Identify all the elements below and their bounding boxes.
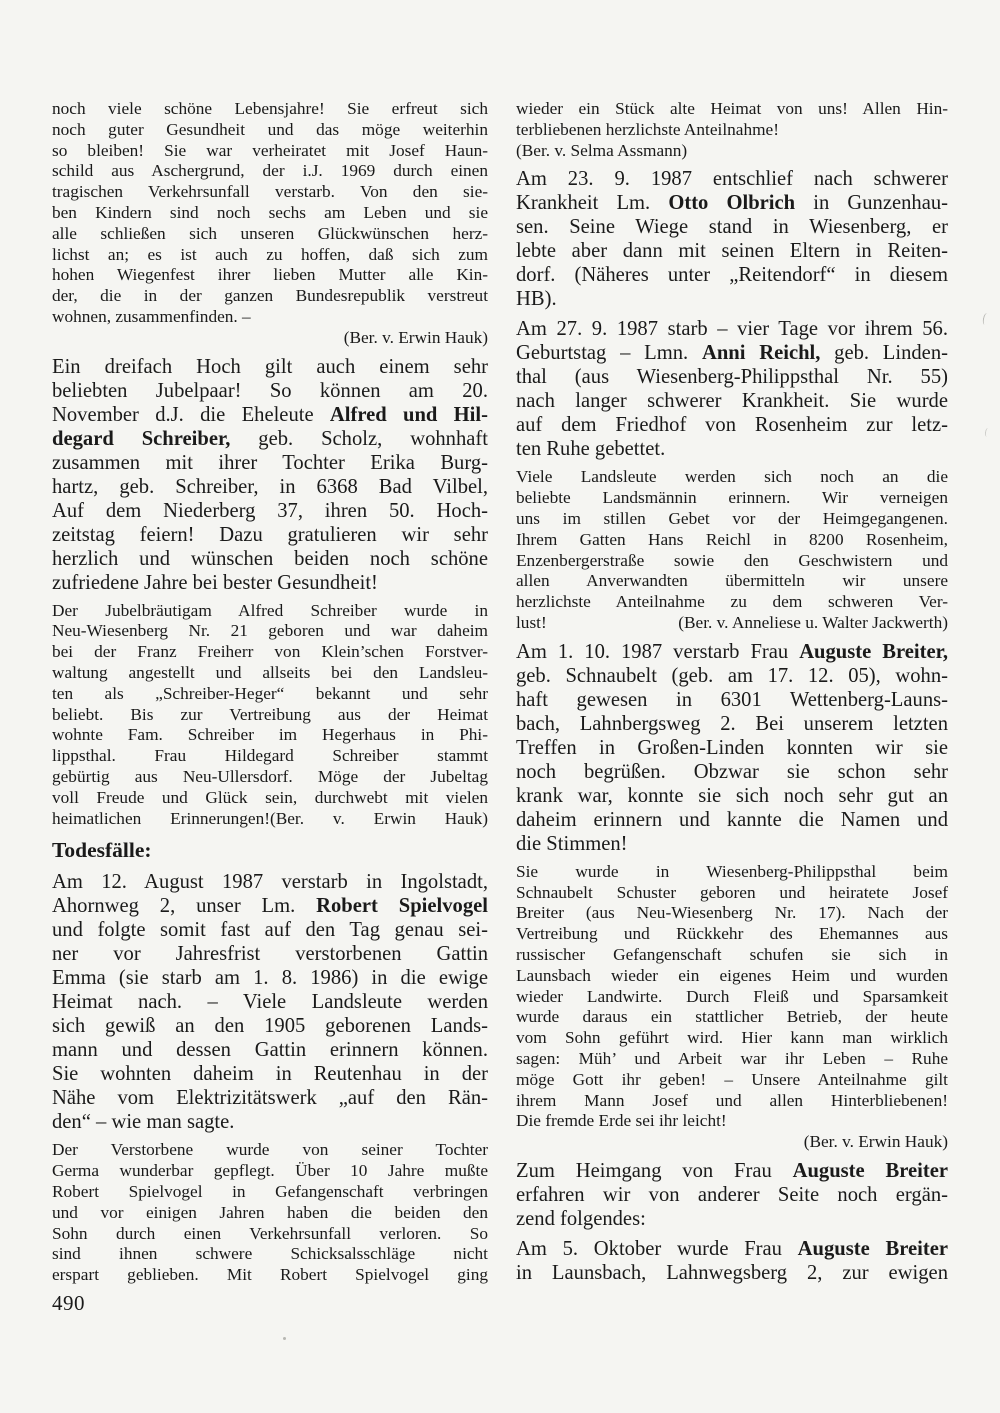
byline: [516, 141, 948, 162]
text-line: [516, 287, 948, 311]
text-line: Ihrem Gatten Hans Reichl in 8200 Rosenheim,: [516, 529, 948, 549]
text-line: hohen Wiegenfest ihrer lieben Mutter alle Kin-: [52, 265, 488, 285]
text-line: haft gewesen in 6301 Wettenberg-Launs-: [516, 688, 948, 711]
paragraph: [516, 467, 948, 633]
text-line: ben Kindern sind noch sechs am Leben und sie: [52, 202, 488, 222]
text-line: daheim erinnern und kannte die Namen und: [516, 808, 948, 831]
text-line: vom Sohn geführt wird. Hier kann man wirklich: [516, 1028, 948, 1048]
text-line: sen. Seine Wiege stand in Wiesenberg, er: [516, 216, 948, 239]
text-run: Krankheit Lm.: [516, 192, 669, 215]
text-line: [516, 437, 948, 461]
text-line: mann und dessen Gattin erinnern können.: [52, 1039, 488, 1062]
text-line: [516, 1159, 948, 1183]
text-line: Breiter (aus Neu-Wiesenberg Nr. 17). Nach der: [516, 903, 948, 923]
paragraph: [516, 317, 948, 461]
text-line: in Launsbach, Lahnwegsberg 2, zur ewigen: [516, 1261, 948, 1284]
text-line: Nähe vom Elektrizitätswerk „auf den Rän-: [52, 1087, 488, 1110]
text-line: nach langer schwerer Krankheit. Sie wurde: [516, 390, 948, 413]
text-run: zend folgendes:: [516, 1207, 646, 1230]
text-line: [516, 341, 948, 365]
text-line: [516, 832, 948, 856]
text-run: geb. Linden-: [820, 342, 948, 365]
text-run: terbliebenen herzlichste Anteilnahme!: [516, 119, 779, 139]
text-run: HB).: [516, 288, 557, 311]
text-line: ten als „Schreiber-Heger“ bekannt und sehr: [52, 683, 488, 703]
text-run: den“ – wie man sagte.: [52, 1111, 235, 1134]
text-line: herzlichste Anteilnahme zu dem schweren Ver-: [516, 592, 948, 612]
text-line: krank war, konnte sie sich noch sehr gut an: [516, 784, 948, 807]
text-line: Der Jubelbräutigam Alfred Schreiber wurde in: [52, 600, 488, 620]
text-line: voll Freude und Glück sein, durchwebt mit vielen: [52, 787, 488, 807]
text-line: [516, 120, 948, 141]
person-name-bold: Otto Olbrich: [668, 192, 796, 215]
text-line: schild aus Aschergrund, der i.J. 1969 durch einen: [52, 161, 488, 181]
text-line: lippsthal. Frau Hildegard Schreiber stammt: [52, 746, 488, 766]
person-name-bold: Robert Spielvogel: [316, 895, 488, 918]
scan-artifact: [982, 313, 990, 326]
text-line: und folgte somit fast auf den Tag genau sei-: [52, 919, 488, 942]
text-line: Heimat nach. – Viele Landsleute werden: [52, 991, 488, 1014]
text-line: Robert Spielvogel in Gefangenschaft verbringen: [52, 1181, 488, 1201]
paragraph: [52, 99, 488, 349]
paragraph: [516, 862, 948, 1153]
text-run: geb. Scholz, wohnhaft: [230, 427, 488, 450]
text-line: Emma (sie starb am 1. 8. 1986) in die ewige: [52, 967, 488, 990]
text-line: Der Verstorbene wurde von seiner Tochter: [52, 1140, 488, 1160]
text-line: beliebte Landsmännin erinnern. Wir verneigen: [516, 488, 948, 508]
text-line: [52, 307, 488, 328]
right-column: [516, 99, 948, 1292]
text-run: Die fremde Erde sei ihr leicht!: [516, 1111, 727, 1131]
person-name-bold: Anni Reichl,: [701, 342, 821, 365]
text-line: thal (aus Wiesenberg-Philippsthal Nr. 55): [516, 366, 948, 389]
text-run: Am 5. Oktober wurde Frau: [516, 1237, 798, 1260]
text-line: sagen: Müh’ und Arbeit war ihr Leben – Ruhe: [516, 1048, 948, 1068]
text-line: Sohn durch einen Verkehrsunfall verloren. So: [52, 1223, 488, 1243]
text-line: wohnte Fam. Schreiber im Hegerhaus in Phi-: [52, 725, 488, 745]
text-run: Ahornweg 2, unser Lm.: [52, 895, 317, 918]
paragraph: [52, 870, 488, 1134]
text-line: zusammen mit ihrer Tochter Erika Burg-: [52, 451, 488, 474]
text-line: und vor einigen Jahren haben die beiden den: [52, 1202, 488, 1222]
text-line: bach, Lahnbergsweg 2. Bei unserem letzten: [516, 712, 948, 735]
text-line: [52, 403, 488, 427]
text-line: [52, 1110, 488, 1134]
text-run: zufriedene Jahre bei bester Gesundheit!: [52, 571, 378, 594]
text-line: Am 27. 9. 1987 starb – vier Tage vor ihrem 56.: [516, 318, 948, 341]
text-line: Ein dreifach Hoch gilt auch einem sehr: [52, 355, 488, 378]
text-run: Am 1. 10. 1987 verstarb Frau: [516, 640, 800, 663]
text-line: [52, 894, 488, 918]
text-line: ner vor Jahresfrist verstorbenen Gattin: [52, 943, 488, 966]
paragraph: [516, 640, 948, 856]
text-line: Germa wunderbar gepflegt. Über 10 Jahre mußte: [52, 1161, 488, 1181]
text-run: wohnen, zusammenfinden. –: [52, 306, 251, 326]
text-line: Neu-Wiesenberg Nr. 21 geboren und war daheim: [52, 621, 488, 641]
text-line: wieder ein Stück alte Heimat von uns! Allen Hin-: [516, 99, 948, 118]
byline: [52, 328, 488, 349]
text-run: Geburtstag – Lmn.: [516, 342, 702, 365]
text-line: Sie wohnten daheim in Reutenhau in der: [52, 1063, 488, 1086]
text-run: November d.J. die Eheleute: [52, 403, 330, 426]
text-line: [516, 191, 948, 215]
text-line: lebte aber dann mit seinen Eltern in Reiten-: [516, 240, 948, 263]
byline: [678, 613, 948, 634]
text-line: [516, 1237, 948, 1261]
text-line: waltung angestellt und allseits bei den Landsleu-: [52, 662, 488, 682]
text-line: auf dem Friedhof von Rosenheim zur letz-: [516, 414, 948, 437]
text-line: gebürtig aus Neu-Ullersdorf. Möge der Jubeltag: [52, 766, 488, 786]
person-name-bold: Auguste Breiter,: [799, 640, 949, 663]
paragraph: [516, 1159, 948, 1231]
text-line: sich gewiß an den 1905 geborenen Lands-: [52, 1015, 488, 1038]
scan-artifact: [984, 428, 990, 438]
page-number: 490: [52, 1291, 85, 1315]
section-heading-todesfaelle: Todesfälle:: [52, 838, 152, 863]
paragraph: [52, 1140, 488, 1286]
byline: [516, 1132, 948, 1153]
text-line: erspart geblieben. Mit Robert Spielvogel ging: [52, 1265, 488, 1285]
person-name-bold: degard Schreiber,: [52, 427, 231, 450]
text-line: [516, 1207, 948, 1231]
text-line: [516, 1111, 948, 1132]
paragraph: [516, 1237, 948, 1285]
text-line: Vertreibung und Rückkehr des Ehemannes aus: [516, 924, 948, 944]
text-line: dorf. (Näheres unter „Reitendorf“ in diesem: [516, 264, 948, 287]
text-line: Enzenbergerstraße sowie den Geschwistern und: [516, 550, 948, 570]
text-line: heimatlichen Erinnerungen!(Ber. v. Erwin Hauk): [52, 808, 488, 828]
text-line: so bleiben! Sie war verheiratet mit Josef Haun-: [52, 140, 488, 160]
text-line: alle schließen sich unseren Glückwünschen herz-: [52, 223, 488, 243]
text-line: tragischen Verkehrsunfall verstarb. Von den sie-: [52, 182, 488, 202]
text-line: Schnaubelt Schuster geboren und heiratete Josef: [516, 882, 948, 902]
text-run: (Ber. v. Erwin Hauk): [343, 327, 488, 347]
text-run: in Gunzenhau-: [795, 192, 949, 215]
byline-line: [516, 613, 948, 634]
text-run: (Ber. v. Selma Assmann): [516, 140, 688, 160]
text-run: (Ber. v. Erwin Hauk): [803, 1132, 948, 1152]
text-line: sind ihnen schwere Schicksalsschläge nicht: [52, 1244, 488, 1264]
text-line: Sie wurde in Wiesenberg-Philippsthal beim: [516, 861, 948, 881]
text-line: Am 23. 9. 1987 entschlief nach schwerer: [516, 168, 948, 191]
text-line: wurde daraus ein stattlicher Betrieb, der heute: [516, 1007, 948, 1027]
text-run: Zum Heimgang von Frau: [516, 1159, 793, 1182]
text-line: noch guter Gesundheit und das möge weiterhin: [52, 119, 488, 139]
text-line: möge Gott ihr geben! – Unsere Anteilnahme gilt: [516, 1069, 948, 1089]
paragraph: [52, 355, 488, 595]
text-line: geb. Schnaubelt (geb. am 17. 12. 05), wohn-: [516, 664, 948, 687]
text-line: uns im stillen Gebet vor der Heimgegangenen.: [516, 508, 948, 528]
text-line: noch begrüßen. Obzwar sie schon sehr: [516, 760, 948, 783]
text-line: lichst an; es ist auch zu hoffen, daß sich zum: [52, 244, 488, 264]
text-line: ihrem Mann Josef und allen Hinterbliebenen!: [516, 1090, 948, 1110]
text-line: [52, 427, 488, 451]
text-columns: [52, 99, 948, 1292]
text-line: beliebten Jubelpaar! So können am 20.: [52, 379, 488, 402]
text-line: zeitstag feiern! Dazu gratulieren wir sehr: [52, 523, 488, 546]
text-line: allen Anverwandten übermitteln wir unsere: [516, 571, 948, 591]
text-run: ten Ruhe gebettet.: [516, 438, 666, 461]
person-name-bold: Auguste Breiter: [792, 1159, 948, 1182]
text-line: [52, 571, 488, 595]
person-name-bold: Alfred und Hil-: [329, 403, 488, 426]
scan-artifact: [283, 1337, 286, 1340]
text-run: lust!: [516, 612, 547, 632]
text-line: bei der Franz Freiherr von Klein’schen Forstver-: [52, 642, 488, 662]
text-line: Auf dem Niederberg 37, ihren 50. Hoch-: [52, 499, 488, 522]
text-line: Am 12. August 1987 verstarb in Ingolstadt,: [52, 871, 488, 894]
text-line: der, die in der ganzen Bundesrepublik verstreut: [52, 286, 488, 306]
text-line: Viele Landsleute werden sich noch an die: [516, 467, 948, 487]
left-column: [52, 99, 488, 1292]
paragraph: [516, 99, 948, 161]
text-line: Treffen in Großen-Linden konnten wir sie: [516, 736, 948, 759]
text-run: (Ber. v. Anneliese u. Walter Jackwerth): [678, 612, 948, 632]
text-line: beliebt. Bis zur Vertreibung aus der Heimat: [52, 704, 488, 724]
text-line: noch viele schöne Lebensjahre! Sie erfreut sich: [52, 99, 488, 118]
text-line: herzlich und wünschen beiden noch schöne: [52, 547, 488, 570]
text-run: die Stimmen!: [516, 832, 628, 855]
paragraph: [516, 167, 948, 311]
person-name-bold: Auguste Breiter: [797, 1237, 948, 1260]
text-line: erfahren wir von anderer Seite noch ergän-: [516, 1183, 948, 1206]
line-start-text: [516, 613, 547, 634]
paragraph: [52, 601, 488, 830]
text-line: wieder Landwirte. Durch Fleiß und Sparsamkeit: [516, 986, 948, 1006]
text-line: hartz, geb. Schreiber, in 6368 Bad Vilbel,: [52, 475, 488, 498]
text-line: russischer Gefangenschaft schufen sie sich in: [516, 944, 948, 964]
text-line: Launsbach wieder ein eigenes Heim und wurden: [516, 965, 948, 985]
text-line: [516, 640, 948, 664]
